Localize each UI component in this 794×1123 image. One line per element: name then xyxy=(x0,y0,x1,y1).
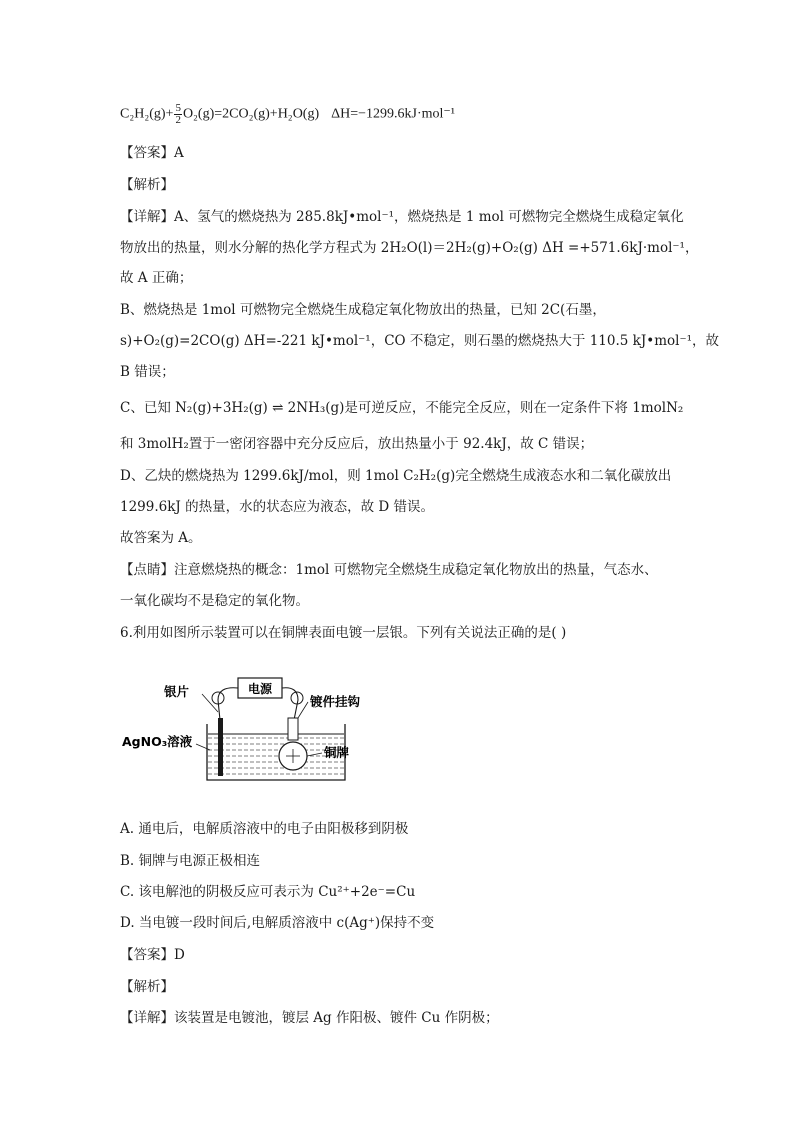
silver-label: 银片 xyxy=(164,684,190,699)
q5-line: B 错误； xyxy=(120,364,175,380)
hook-label: 镀件挂钩 xyxy=(310,694,361,709)
q6-option-d: D. 当电镀一段时间后,电解质溶液中 c(Ag⁺)保持不变 xyxy=(120,915,435,931)
q6-option-b: B. 铜牌与电源正极相连 xyxy=(120,853,261,869)
equation-part-rest: O₂(g)=2CO₂(g)+H₂O(g) xyxy=(182,106,320,122)
q5-line: C、已知 N₂(g)+3H₂(g) ⇌ 2NH₃(g)是可逆反应，不能完全反应，则在一定条件下将 1molN₂ xyxy=(120,400,684,416)
q5-line: s)+O₂(g)=2CO(g) ΔH=-221 kJ•mol⁻¹，CO 不稳定，则石墨的燃烧热大于 110.5 kJ•mol⁻¹，故 xyxy=(120,333,719,349)
q5-line: 【点睛】注意燃烧热的概念：1mol 可燃物完全燃烧生成稳定氧化物放出的热量，气态水、 xyxy=(120,562,658,578)
fraction-denominator: 2 xyxy=(175,114,181,126)
q5-line: 故 A 正确； xyxy=(120,270,193,286)
silver-electrode xyxy=(218,718,223,776)
q6-option-a: A. 通电后，电解质溶液中的电子由阳极移到阴极 xyxy=(120,821,409,837)
power-label: 电源 xyxy=(247,682,273,696)
thermochemical-equation xyxy=(120,103,455,126)
q6-option-c: C. 该电解池的阴极反应可表示为 Cu²⁺+2e⁻=Cu xyxy=(120,884,416,900)
equation-fraction xyxy=(174,103,182,126)
q6-stem: 6.利用如图所示装置可以在铜牌表面电镀一层银。下列有关说法正确的是( ) xyxy=(120,625,567,641)
equation-part-c2h2: C₂H₂(g)+ xyxy=(120,106,174,122)
q5-line: B、燃烧热是 1mol 可燃物完全燃烧生成稳定氧化物放出的热量，已知 2C(石墨， xyxy=(120,302,606,318)
solution-label: AgNO₃溶液 xyxy=(122,734,193,749)
q6-answer: 【答案】D xyxy=(120,947,185,963)
equation-enthalpy: ΔH=−1299.6kJ·mol⁻¹ xyxy=(331,106,456,122)
q6-analysis-heading: 【解析】 xyxy=(120,979,174,995)
hook-rod xyxy=(288,718,298,740)
q5-line: 1299.6kJ 的热量，水的状态应为液态，故 D 错误。 xyxy=(120,499,435,515)
q5-line: 和 3molH₂置于一密闭容器中充分反应后，放出热量小于 92.4kJ，故 C 错误； xyxy=(120,436,594,452)
copper-label: 铜牌 xyxy=(324,745,350,760)
q5-line: 故答案为 A。 xyxy=(120,530,202,546)
q5-line: D、乙炔的燃烧热为 1299.6kJ/mol，则 1mol C₂H₂(g)完全燃烧生成液态水和二氧化碳放出 xyxy=(120,468,672,484)
q6-detail: 【详解】该装置是电镀池，镀层 Ag 作阳极、镀件 Cu 作阴极； xyxy=(120,1010,499,1026)
q5-answer: 【答案】A xyxy=(120,145,184,161)
q5-analysis-heading: 【解析】 xyxy=(120,177,174,193)
fraction-numerator: 5 xyxy=(175,102,181,114)
q5-line: 一氧化碳均不是稳定的氧化物。 xyxy=(120,593,309,609)
electroplating-diagram xyxy=(120,672,380,787)
q5-line: 【详解】A、氢气的燃烧热为 285.8kJ•mol⁻¹，燃烧热是 1 mol 可燃物完全燃烧生成稳定氧化 xyxy=(120,209,684,225)
q5-line: 物放出的热量，则水分解的热化学方程式为 2H₂O(l)＝2H₂(g)+O₂(g) ΔH =+571.6kJ·mol⁻¹， xyxy=(120,240,699,256)
